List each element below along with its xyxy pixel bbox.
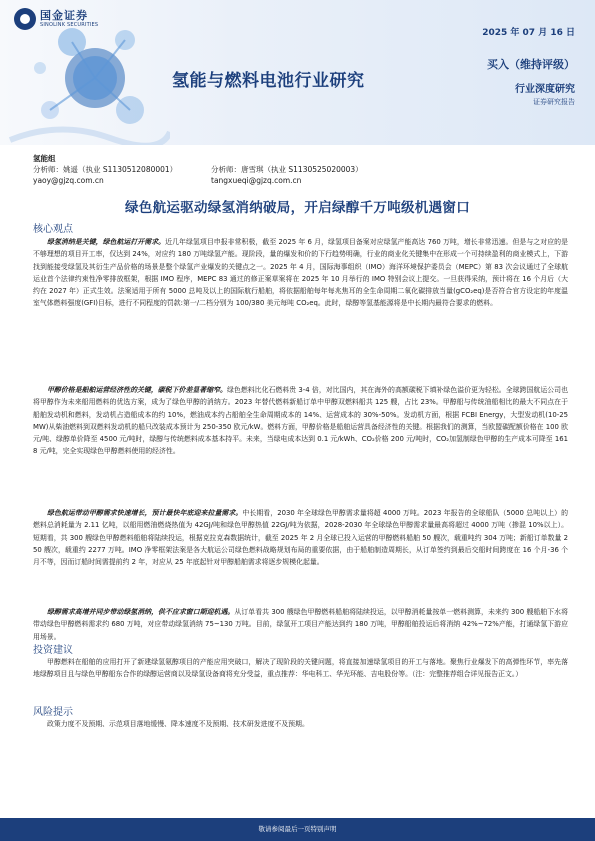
analyst-1-credential: 分析师：姚遥（执业 S1130512080001） <box>33 165 178 174</box>
paragraph-body: 中长期看，2030 年全球绿色甲醇需求量将超 4000 万吨。2023 年报告的全球船队（5000 总吨以上）的燃料总消耗量为 2.11 亿吨，以船用燃油燃烧热值为 42GJ/吨和绿色甲醇热值 22GJ/吨为依据，2028-2030 年全球绿色甲醇需求量最高将超过 4000 万吨（掺混 10%以上）。短期看，共 300 艘绿色甲醇燃料船舶将陆续投运，根据克拉克森数据统计，截至 2025 年 2 月全球已投入运营的甲醇燃料船舶 50 艘次，载重吨约 304 万吨；新船订单数量 250 艘次，载重约 2277 万吨。IMO 净零框架法案是各大航运公司绿色燃料战略规划布局的重要依据，由于船舶制造周期长，从订单签约到最后交船时间跨度在 16 个月-36 个月不等，因而订船时间需提前约 2 年，对应从 25 年底起针对甲醇船舶需求将逐步规模化起量。 <box>33 509 568 567</box>
paragraph-methanol-economics <box>33 384 568 458</box>
paragraph-body: 甲醇燃料在船舶的应用打开了新建绿氢氨醇项目的产能应用突破口，解决了现阶段的关键问题，将直接加速绿氢项目的开工与落地。聚焦行业爆发下的高弹性环节，率先落地绿醇项目且与绿色甲醇船东合作的绿醇运营商以及绿氢设备商将充分受益，重点推荐：华电科工、华光环能、吉电股份等。（注：完整推荐组合详见报告正文。） <box>33 658 568 679</box>
rating-label: 买入（维持评级） <box>487 58 575 71</box>
logo-icon <box>14 8 36 30</box>
paragraph-body: 近几年绿氢项目申报非常积极，截至 2025 年 6 月，绿氢项目备案对应绿氢产能高达 760 万吨，增长非常迅速。但是与之对应的是不够理想的项目开工率，仅达到 24%，对应约 180 万吨绿氢产能。现阶段，量的爆发和价的下行趋势明确，行业的商业化关键集中在形成一个可持续盈利的商业模式上，下游找到能接受绿氢及其衍生产品价格的场景是整个绿氢产业爆发的关键点之一。2025 年 4 月，国际海事组织（IMO）海洋环境保护委员会（MEPC）第 83 次会议通过了全球航运业首个法律约束性净零排放框架，根据 IMO 程序，MEPC 83 通过的修正案草案将在 2025 年 10 月举行的 IMO 特别会议上提交。一旦获得采纳，预计将在 16 个月后（大约在 2027 年）正式生效。法案适用于所有 5000 总吨及以上的国际航行船舶，将依据船舶每年每兆焦耳的全生命周期二氧化碳排放当量(gCO₂eq)是否符合官方设定的年度温室气体燃料强度(GFI)目标，进行不同程度的罚款:第一/二档分别为 100/380 美元每吨 CO₂eq。此时，绿醇等氢基能源将是中长期内最符合要求的燃料。 <box>33 238 568 308</box>
paragraph-body: 政策力度不及预期、示范项目落地缓慢、降本速度不及预期、技术研发进度不及预期。 <box>47 720 309 728</box>
paragraph-lead: 绿醇需求高增并同步带动绿氢消纳，供不应求窗口期迎机遇。 <box>47 608 235 616</box>
analyst-row <box>33 164 573 186</box>
analyst-2 <box>211 164 389 186</box>
research-group: 氢能组 <box>33 154 56 163</box>
report-header-banner <box>0 0 595 145</box>
paragraph-lead: 绿色航运带动甲醇需求快速增长，预计最快年底迎来拉量需求。 <box>47 509 243 517</box>
report-title: 氢能与燃料电池行业研究 <box>172 71 365 91</box>
paragraph-methanol-demand <box>33 507 568 568</box>
section-title-risk: 风险提示 <box>33 707 73 718</box>
analyst-1-email[interactable]: yaoy@gjzq.com.cn <box>33 176 104 185</box>
paragraph-body: 绿色燃料比化石燃料贵 3-4 倍，对比国内，其在海外的高额碳税下填补绿色溢价更为轻松。全球跨国航运公司也将甲醇作为未来船用燃料的优选方案，成为了绿色甲醇的消纳方。2023 年替代燃料新船订单中甲醇双燃料船共 125 艘，占比 23%。甲醇船与传统油船相比的最大不同点在于船舶发动机和燃料，发动机占造船成本的约 10%，燃油成本约占船舶全生命周期成本的 14%、运营成本的 30%-50%。发动机方面，根据 FCBI Energy，大型发动机(10-25MW)从柴油燃料到双燃料发动机的船只改装成本预计为 250-350 欧元/kW。燃料方面，甲醇价格是船舶运营具备经济性的关键。根据我们的测算，当欧盟碳配额价格在 100 欧元/吨、绿醇单价降至 4500 元/吨时，绿醇与传统燃料成本基本持平。未来，当绿电成本达到 0.1 元/kWh、CO₂价格 200 元/吨时，CO₂加氢制绿色甲醇的生产成本可降至 1618 元/吨，完全实现绿色甲醇燃料使用的经济性。 <box>33 386 568 456</box>
disclaimer-note[interactable]: 敬请参阅最后一页特别声明 <box>258 825 337 833</box>
analyst-1 <box>33 164 211 186</box>
report-date: 2025 年 07 月 16 日 <box>482 28 575 38</box>
section-title-investment: 投资建议 <box>33 645 73 656</box>
paragraph-investment <box>33 656 568 681</box>
report-type: 行业深度研究 <box>515 84 575 95</box>
paragraph-body: 从订单看共 300 艘绿色甲醇燃料船舶将陆续投运，以甲醇消耗量按单一燃料测算，未来约 300 艘船舶下水将带动绿色甲醇燃料需求约 680 万吨，对应带动绿氢消纳 75~130 万吨。目前，绿氢开工项目产能达到约 180 万吨，甲醇船舶投运后将消纳 42%~72%产能，打通绿氢下游应用场景。 <box>33 608 568 641</box>
report-headline: 绿色航运驱动绿氢消纳破局，开启绿醇千万吨级机遇窗口 <box>125 200 470 216</box>
paragraph-hydrogen-consumption <box>33 236 568 310</box>
logo-name-cn: 国金证券 <box>40 8 88 22</box>
logo-text <box>40 10 98 29</box>
report-subtype: 证券研究报告 <box>533 98 575 106</box>
paragraph-lead: 绿氢消纳是关键，绿色航运打开需求。 <box>47 238 166 246</box>
company-logo <box>14 8 98 30</box>
paragraph-supply-window <box>33 606 568 643</box>
analyst-2-credential: 分析师：唐雪琪（执业 S1130525020003） <box>211 165 363 174</box>
section-title-core-views: 核心观点 <box>33 224 73 235</box>
logo-name-en: SINOLINK SECURITIES <box>40 21 99 28</box>
analyst-block <box>33 153 573 186</box>
page-footer <box>0 818 595 841</box>
paragraph-lead: 甲醇价格是船舶运营经济性的关键，碳税下价差显著缩窄。 <box>47 386 227 394</box>
analyst-2-email[interactable]: tangxueqi@gjzq.com.cn <box>211 176 302 185</box>
paragraph-risk <box>33 718 568 730</box>
